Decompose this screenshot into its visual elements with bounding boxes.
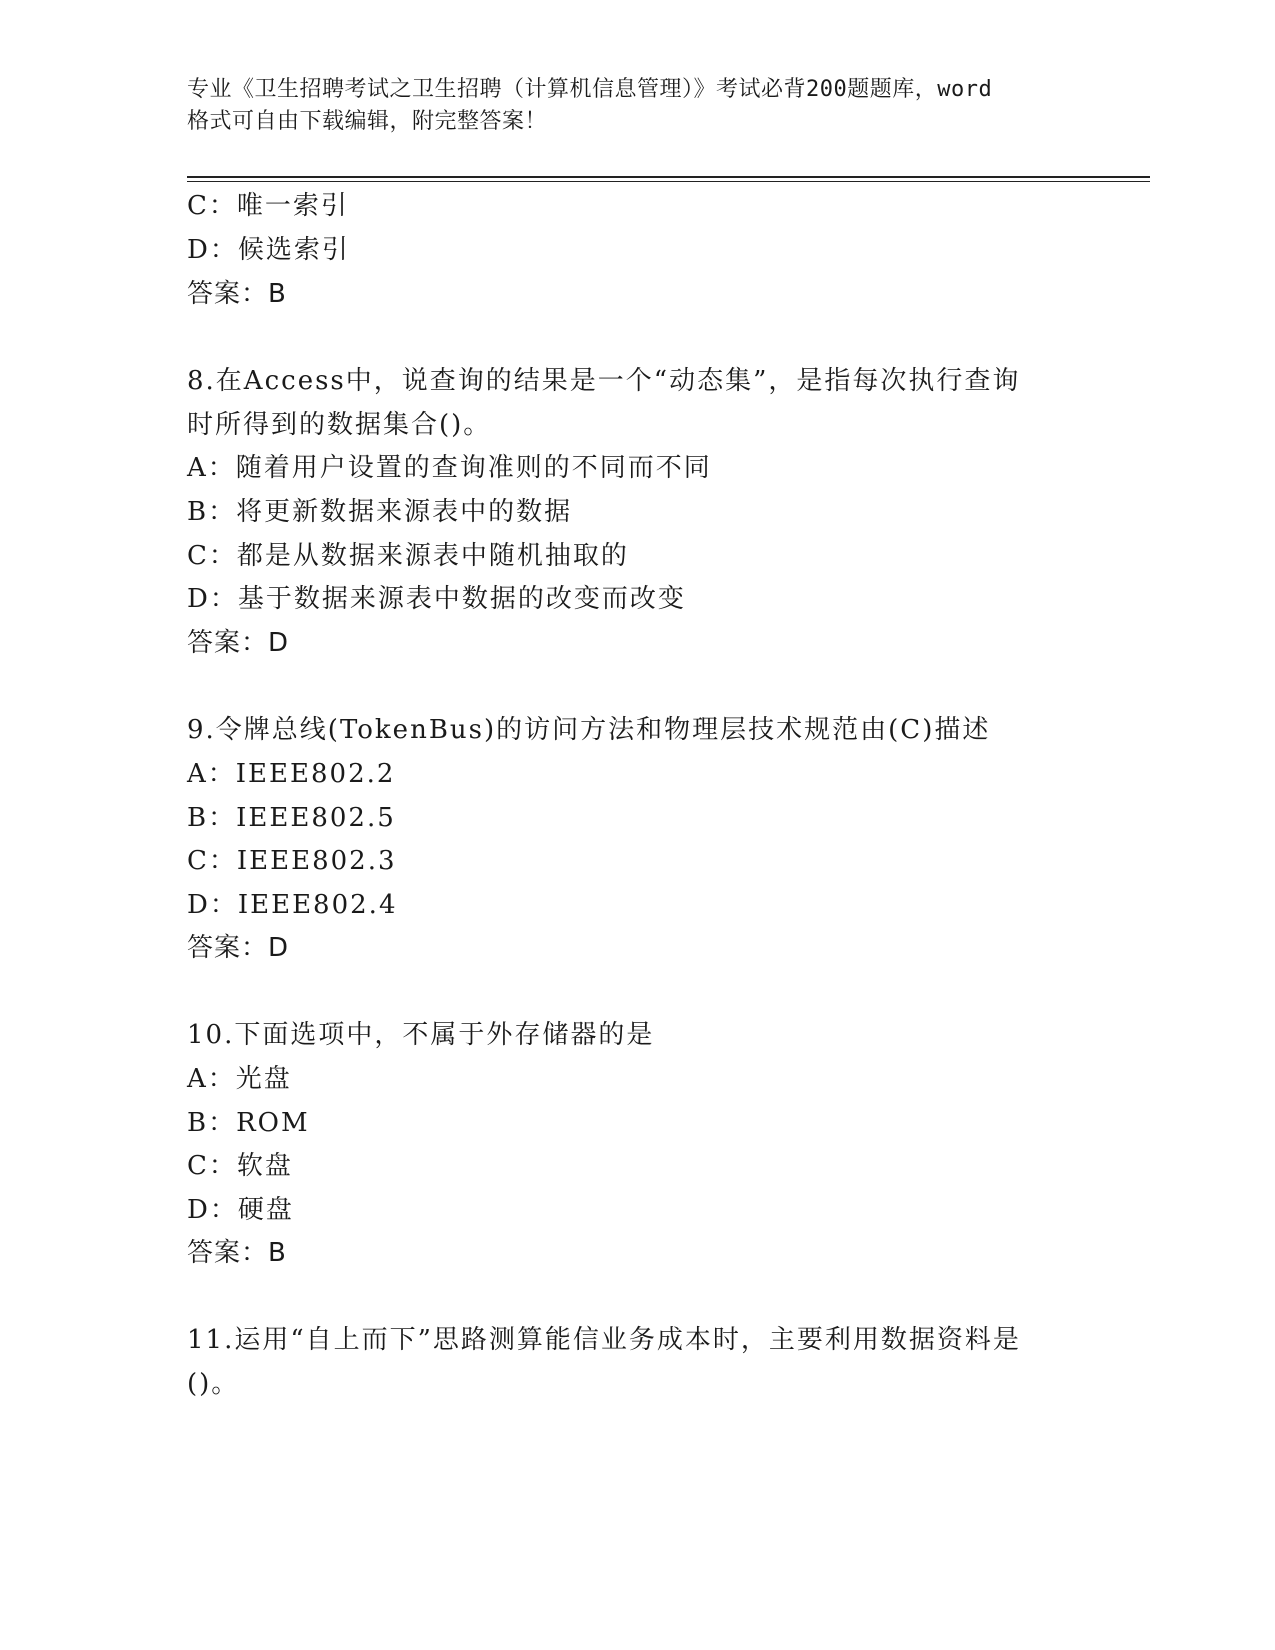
header-divider-thick (187, 176, 1150, 178)
q10-option-d: D：硬盘 (187, 1195, 294, 1225)
q10-option-b: B：ROM (187, 1108, 310, 1138)
q10-option-a: A：光盘 (187, 1064, 292, 1094)
q8-option-a: A：随着用户设置的查询准则的不同而不同 (187, 453, 712, 483)
q7-answer: 答案：B (187, 279, 287, 309)
header-title-line-2: 格式可自由下载编辑，附完整答案！ (187, 109, 548, 134)
q9-stem: 9.令牌总线(TokenBus)的访问方法和物理层技术规范由(C)描述 (187, 715, 991, 745)
q11-stem-line-1: 11.运用“自上而下”思路测算能信业务成本时，主要利用数据资料是 (187, 1325, 1021, 1355)
q7-option-d: D：候选索引 (187, 235, 350, 265)
q8-option-d: D：基于数据来源表中数据的改变而改变 (187, 584, 686, 614)
q10-option-c: C：软盘 (187, 1151, 293, 1181)
q9-answer: 答案：D (187, 933, 290, 963)
q8-stem-line-1: 8.在Access中，说查询的结果是一个“动态集”，是指每次执行查询 (187, 366, 1021, 396)
q8-option-c: C：都是从数据来源表中随机抽取的 (187, 541, 629, 571)
q9-option-d: D：IEEE802.4 (187, 890, 398, 920)
q11-stem-line-2: ()。 (187, 1369, 240, 1399)
header-divider-thin (187, 181, 1150, 182)
q7-option-c: C：唯一索引 (187, 191, 349, 221)
q10-answer: 答案：B (187, 1238, 287, 1268)
q9-option-c: C：IEEE802.3 (187, 846, 397, 876)
q9-option-b: B：IEEE802.5 (187, 803, 396, 833)
header-title-line-1: 专业《卫生招聘考试之卫生招聘（计算机信息管理）》考试必背200题题库，word (187, 77, 993, 102)
q8-stem-line-2: 时所得到的数据集合()。 (187, 410, 492, 440)
q8-option-b: B：将更新数据来源表中的数据 (187, 497, 573, 527)
q8-answer: 答案：D (187, 628, 290, 658)
document-header (187, 74, 1087, 138)
q10-stem: 10.下面选项中，不属于外存储器的是 (187, 1020, 655, 1050)
q9-option-a: A：IEEE802.2 (187, 759, 396, 789)
